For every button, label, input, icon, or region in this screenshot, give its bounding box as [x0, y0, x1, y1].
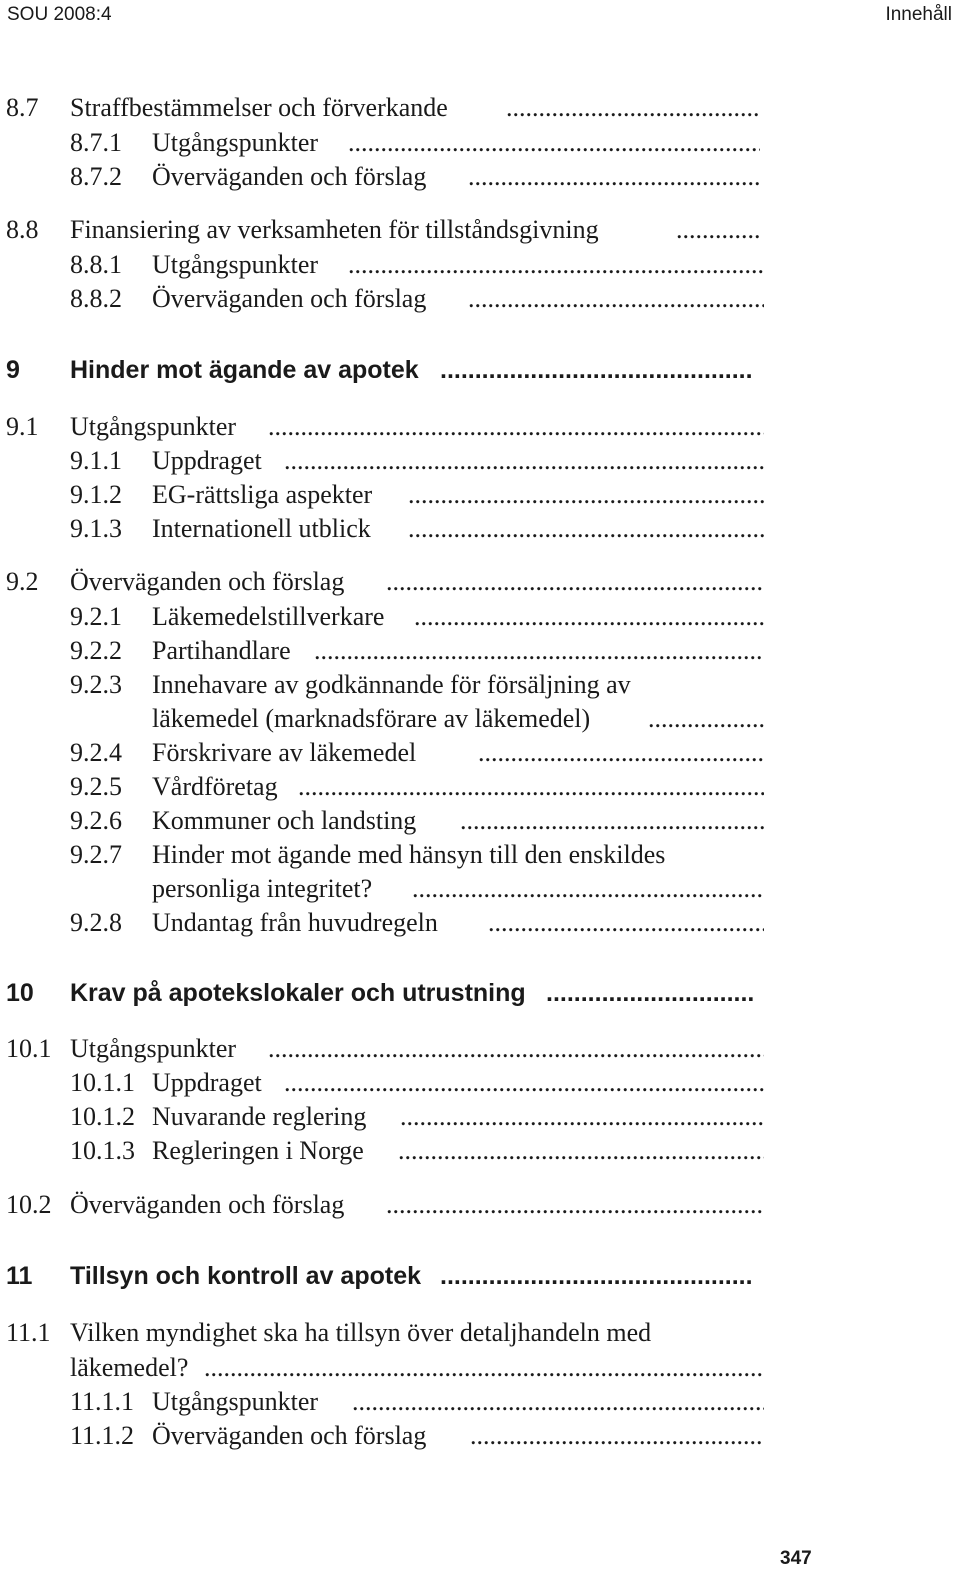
- toc-leader: [204, 1351, 764, 1385]
- toc-entry-number: 9.2.3: [70, 670, 122, 699]
- toc-entry-title: Överväganden och förslag: [70, 567, 345, 596]
- toc-entry-title: Vårdföretag: [152, 772, 278, 801]
- toc-entry-title: Nuvarande reglering: [152, 1102, 367, 1131]
- toc-entry-title: Utgångspunkter: [152, 250, 319, 279]
- toc-leader: [284, 1066, 764, 1100]
- toc-leader: [506, 91, 760, 125]
- toc-entry-number: 9.2.8: [70, 908, 122, 937]
- toc-entry-number: 8.7.1: [70, 128, 122, 157]
- toc-leader: [546, 976, 754, 1010]
- toc-leader: [314, 634, 764, 668]
- toc-entry-number: 11.1.2: [70, 1421, 135, 1450]
- toc-entry-number: 8.7: [6, 93, 39, 122]
- toc-entry-title: Läkemedelstillverkare: [152, 602, 385, 631]
- toc-entry-title: Utgångspunkter: [70, 412, 237, 441]
- toc-entry-number: 8.7.2: [70, 162, 122, 191]
- toc-entry-title: Utgångspunkter: [70, 1034, 237, 1063]
- toc-leader: [398, 1134, 764, 1168]
- running-header-left: SOU 2008:4: [7, 4, 112, 25]
- toc-entry-number: 8.8.2: [70, 284, 122, 313]
- toc-leader: [268, 410, 764, 444]
- toc-entry-title: Utgångspunkter: [152, 128, 319, 157]
- toc-entry-title-cont: läkemedel?: [70, 1353, 189, 1382]
- toc-entry-title: Överväganden och förslag: [152, 162, 427, 191]
- toc-leader: [648, 702, 764, 736]
- toc-leader: [460, 804, 764, 838]
- toc-entry-title: Undantag från huvudregeln: [152, 908, 438, 937]
- toc-entry-number: 9.1.3: [70, 514, 122, 543]
- toc-entry-number: 10.1: [6, 1034, 52, 1063]
- toc-leader: [470, 1419, 764, 1453]
- toc-entry-title: Uppdraget: [152, 446, 262, 475]
- toc-entry-title: Uppdraget: [152, 1068, 262, 1097]
- toc-entry-title-cont: läkemedel (marknadsförare av läkemedel): [152, 704, 591, 733]
- toc-entry-number: 9.2: [6, 567, 39, 596]
- toc-leader: [488, 906, 764, 940]
- toc-entry-title: Vilken myndighet ska ha tillsyn över detaljhandeln med: [70, 1318, 652, 1347]
- toc-entry-number: 9.2.7: [70, 840, 122, 869]
- toc-leader: [468, 160, 760, 194]
- toc-leader: [408, 478, 764, 512]
- toc-entry-title: Partihandlare: [152, 636, 291, 665]
- running-header-right: Innehåll: [885, 4, 952, 25]
- toc-entry-title: Straffbestämmelser och förverkande: [70, 93, 448, 122]
- toc-entry-title: Kommuner och landsting: [152, 806, 417, 835]
- toc-leader: [440, 1259, 754, 1293]
- toc-entry-number: 9.2.6: [70, 806, 122, 835]
- toc-leader: [414, 600, 764, 634]
- toc-leader: [408, 512, 764, 546]
- toc-entry-title: Hinder mot ägande med hänsyn till den enskildes: [152, 840, 666, 869]
- toc-entry-title: Innehavare av godkännande för försäljning av: [152, 670, 631, 699]
- toc-chapter-number: 9: [6, 356, 20, 384]
- toc-entry-number: 9.2.4: [70, 738, 122, 767]
- toc-entry-title: Internationell utblick: [152, 514, 371, 543]
- toc-entry-number: 9.1: [6, 412, 39, 441]
- toc-entry-number: 9.2.2: [70, 636, 122, 665]
- toc-leader: [478, 736, 764, 770]
- toc-entry-number: 10.1.2: [70, 1102, 135, 1131]
- toc-entry-number: 9.1.1: [70, 446, 122, 475]
- toc-leader: [352, 1385, 764, 1419]
- toc-chapter-number: 11: [6, 1262, 33, 1290]
- toc-chapter-title: Krav på apotekslokaler och utrustning: [70, 979, 526, 1007]
- toc-entry-number: 11.1.1: [70, 1387, 135, 1416]
- toc-leader: [348, 126, 760, 160]
- toc-entry-number: 10.1.3: [70, 1136, 135, 1165]
- toc-chapter-number: 10: [6, 979, 34, 1007]
- toc-leader: [400, 1100, 764, 1134]
- toc-entry-title: Finansiering av verksamheten för tillståndsgivning: [70, 215, 599, 244]
- toc-entry-title: Regleringen i Norge: [152, 1136, 364, 1165]
- toc-entry-number: 8.8.1: [70, 250, 122, 279]
- toc-entry-number: 9.2.5: [70, 772, 122, 801]
- toc-entry-title: Utgångspunkter: [152, 1387, 319, 1416]
- toc-entry-number: 10.1.1: [70, 1068, 135, 1097]
- toc-leader: [386, 565, 764, 599]
- toc-chapter-title: Hinder mot ägande av apotek: [70, 356, 419, 384]
- toc-leader: [468, 282, 764, 316]
- toc-entry-title: Överväganden och förslag: [70, 1190, 345, 1219]
- toc-chapter-title: Tillsyn och kontroll av apotek: [70, 1262, 422, 1290]
- toc-leader: [284, 444, 764, 478]
- toc-leader: [676, 213, 760, 247]
- toc-entry-number: 11.1: [6, 1318, 51, 1347]
- toc-entry-title: Överväganden och förslag: [152, 1421, 427, 1450]
- toc-leader: [386, 1188, 764, 1222]
- toc-leader: [268, 1032, 764, 1066]
- toc-entry-number: 9.1.2: [70, 480, 122, 509]
- toc-leader: [412, 872, 764, 906]
- toc-entry-title: EG-rättsliga aspekter: [152, 480, 373, 509]
- toc-entry-title: Överväganden och förslag: [152, 284, 427, 313]
- toc-entry-number: 8.8: [6, 215, 39, 244]
- toc-entry-title: Förskrivare av läkemedel: [152, 738, 417, 767]
- toc-leader: [440, 353, 754, 387]
- toc-leader: [298, 770, 764, 804]
- toc-leader: [348, 248, 764, 282]
- toc-entry-number: 9.2.1: [70, 602, 122, 631]
- page-number: 347: [780, 1548, 812, 1569]
- toc-entry-title-cont: personliga integritet?: [152, 874, 373, 903]
- toc-entry-number: 10.2: [6, 1190, 52, 1219]
